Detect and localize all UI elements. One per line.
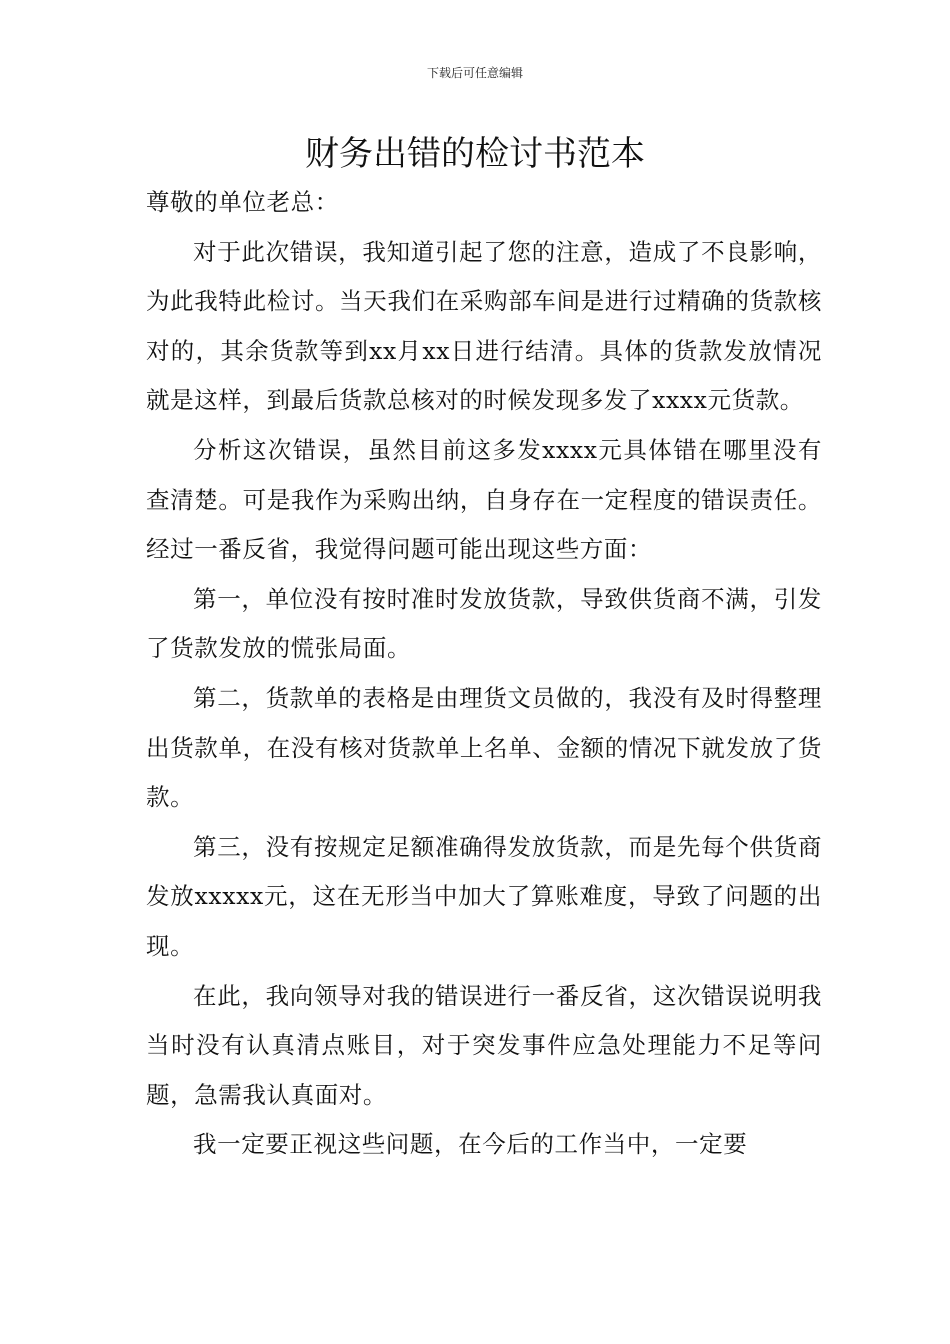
document-body	[146, 178, 822, 1170]
paragraph-6: 在此，我向领导对我的错误进行一番反省，这次错误说明我当时没有认真清点账目，对于突发事件应急处理能力不足等问题，急需我认真面对。	[146, 981, 822, 1109]
paragraph-3: 第一，单位没有按时准时发放货款，导致供货商不满，引发了货款发放的慌张局面。	[146, 584, 822, 663]
paragraph-1: 对于此次错误，我知道引起了您的注意，造成了不良影响，为此我特此检讨。当天我们在采购部车间是进行过精确的货款核对的，其余货款等到xx月xx日进行结清。具体的货款发放情况就是这样，到最后货款总核对的时候发现多发了xxxx元货款。	[146, 237, 822, 415]
salutation: 尊敬的单位老总：	[146, 188, 339, 216]
paragraph-4: 第二，货款单的表格是由理货文员做的，我没有及时得整理出货款单，在没有核对货款单上名单、金额的情况下就发放了货款。	[146, 683, 822, 812]
header-note: 下载后可任意编辑	[426, 66, 523, 80]
paragraph-2: 分析这次错误，虽然目前这多发xxxx元具体错在哪里没有查清楚。可是我作为采购出纳，自身存在一定程度的错误责任。经过一番反省，我觉得问题可能出现这些方面：	[146, 435, 822, 564]
paragraph-5: 第三，没有按规定足额准确得发放货款，而是先每个供货商发放xxxxx元，这在无形当中加大了算账难度，导致了问题的出现。	[146, 832, 822, 960]
paragraph-7: 我一定要正视这些问题，在今后的工作当中，一定要	[193, 1130, 748, 1159]
document-title: 财务出错的检讨书范本	[305, 134, 645, 174]
